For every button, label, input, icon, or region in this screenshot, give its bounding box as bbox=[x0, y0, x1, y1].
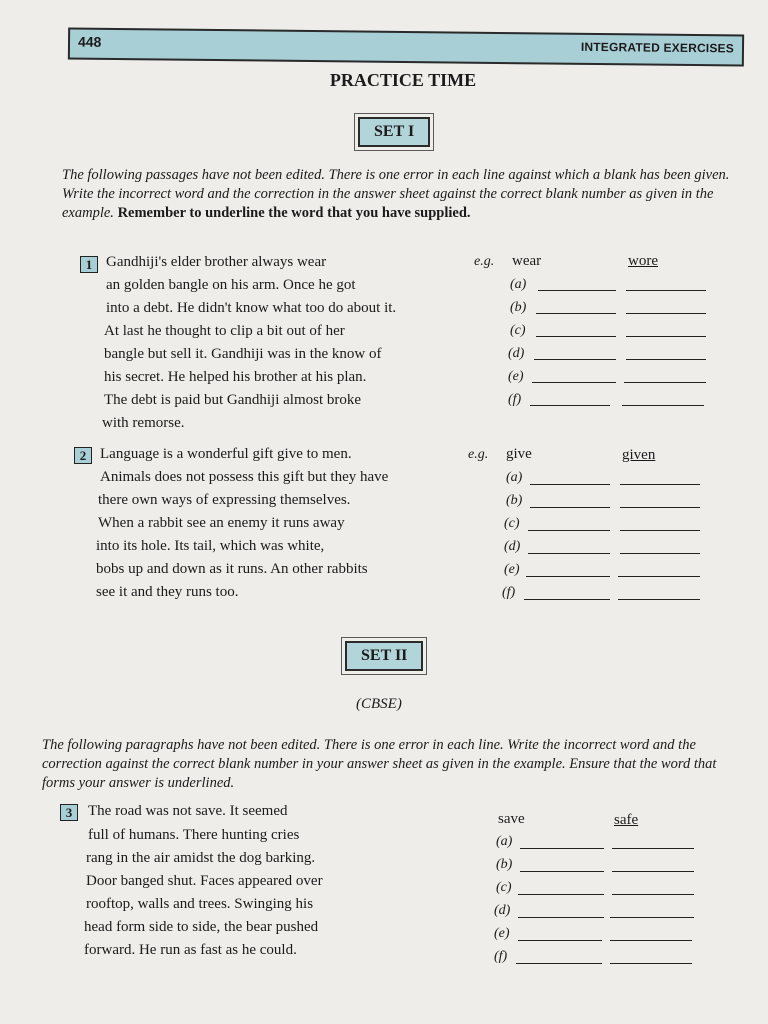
q3-line: rooftop, walls and trees. Swinging his bbox=[86, 896, 314, 912]
q3-blank-correct-a[interactable] bbox=[612, 848, 694, 849]
q3-line: Door banged shut. Faces appeared over bbox=[86, 873, 323, 889]
set-2-subtitle: (CBSE) bbox=[356, 696, 402, 712]
q1-blank-incorrect-c[interactable] bbox=[536, 336, 616, 337]
q2-blank-label-b: (b) bbox=[506, 493, 523, 508]
set-2-instructions: The following paragraphs have not been edited. There is one error in each line. Write the incorrect word and the correction against the correct blank number in your answer sheet as given in the example. Ensure that the word that forms your answer is underlined. bbox=[42, 737, 717, 791]
q1-line: At last he thought to clip a bit out of her bbox=[104, 323, 345, 339]
q1-blank-correct-a[interactable] bbox=[626, 290, 706, 291]
q2-blank-label-a: (a) bbox=[506, 470, 523, 485]
q2-blank-label-d: (d) bbox=[504, 539, 521, 554]
section-title: INTEGRATED EXERCISES bbox=[580, 39, 735, 56]
page-title: PRACTICE TIME bbox=[329, 70, 477, 90]
set-1-instruction-bold: Remember to underline the word that you have supplied. bbox=[117, 205, 471, 221]
q1-line: Gandhiji's elder brother always wear bbox=[106, 254, 327, 270]
q3-blank-label-c: (c) bbox=[496, 880, 512, 895]
q3-blank-incorrect-a[interactable] bbox=[520, 848, 604, 849]
q2-blank-label-e: (e) bbox=[504, 562, 520, 577]
q1-blank-incorrect-b[interactable] bbox=[536, 313, 616, 314]
q1-blank-correct-b[interactable] bbox=[626, 313, 706, 314]
q2-blank-correct-b[interactable] bbox=[620, 507, 700, 508]
set-2-label: SET II bbox=[345, 641, 423, 671]
q1-blank-correct-f[interactable] bbox=[622, 405, 704, 406]
q1-blank-incorrect-a[interactable] bbox=[538, 290, 616, 291]
q1-blank-correct-d[interactable] bbox=[626, 359, 706, 360]
q2-blank-correct-c[interactable] bbox=[620, 530, 700, 531]
q3-example-incorrect: save bbox=[498, 811, 525, 827]
q1-blank-correct-e[interactable] bbox=[624, 382, 706, 383]
q2-line: bobs up and down as it runs. An other rabbits bbox=[96, 561, 368, 577]
q1-blank-label-a: (a) bbox=[510, 277, 527, 292]
q1-blank-label-b: (b) bbox=[510, 300, 527, 315]
q2-line: When a rabbit see an enemy it runs away bbox=[98, 515, 345, 531]
q2-blank-correct-a[interactable] bbox=[620, 484, 700, 485]
q2-blank-incorrect-a[interactable] bbox=[530, 484, 610, 485]
q3-blank-correct-e[interactable] bbox=[610, 940, 692, 941]
q2-blank-label-f: (f) bbox=[502, 585, 516, 600]
q1-example-correct: wore bbox=[628, 253, 658, 269]
q3-blank-correct-f[interactable] bbox=[610, 963, 692, 964]
q2-blank-incorrect-c[interactable] bbox=[528, 530, 610, 531]
q2-blank-correct-d[interactable] bbox=[620, 553, 700, 554]
q3-example-correct: safe bbox=[614, 812, 639, 828]
q1-blank-label-d: (d) bbox=[508, 346, 525, 361]
q2-example-label: e.g. bbox=[468, 447, 489, 462]
q3-line: forward. He run as fast as he could. bbox=[84, 942, 297, 958]
q3-blank-label-e: (e) bbox=[494, 926, 510, 941]
q3-blank-label-f: (f) bbox=[494, 949, 508, 964]
q1-blank-incorrect-f[interactable] bbox=[530, 405, 610, 406]
q3-blank-incorrect-c[interactable] bbox=[518, 894, 604, 895]
q2-example-correct: given bbox=[622, 447, 656, 463]
q1-line: into a debt. He didn't know what too do about it. bbox=[106, 300, 397, 316]
q2-blank-correct-e[interactable] bbox=[618, 576, 700, 577]
question-1-number: 1 bbox=[80, 256, 98, 273]
q3-blank-correct-d[interactable] bbox=[610, 917, 694, 918]
page-header bbox=[68, 27, 744, 66]
q1-blank-label-f: (f) bbox=[508, 392, 522, 407]
q1-blank-correct-c[interactable] bbox=[626, 336, 706, 337]
q3-blank-incorrect-b[interactable] bbox=[520, 871, 604, 872]
q1-line: an golden bangle on his arm. Once he got bbox=[106, 277, 356, 293]
q2-example-incorrect: give bbox=[506, 446, 532, 462]
q2-blank-correct-f[interactable] bbox=[618, 599, 700, 600]
q1-example-label: e.g. bbox=[474, 254, 495, 269]
q1-line: his secret. He helped his brother at his plan. bbox=[104, 369, 367, 385]
q1-blank-incorrect-e[interactable] bbox=[532, 382, 616, 383]
q3-blank-incorrect-e[interactable] bbox=[518, 940, 602, 941]
set-1-instructions bbox=[62, 166, 746, 223]
page-number: 448 bbox=[77, 33, 102, 50]
q2-blank-incorrect-b[interactable] bbox=[530, 507, 610, 508]
q1-line: The debt is paid but Gandhiji almost broke bbox=[104, 392, 362, 408]
q1-blank-incorrect-d[interactable] bbox=[534, 359, 616, 360]
q3-blank-incorrect-d[interactable] bbox=[518, 917, 604, 918]
question-3-number: 3 bbox=[60, 804, 78, 821]
q2-blank-incorrect-e[interactable] bbox=[526, 576, 610, 577]
q3-blank-correct-c[interactable] bbox=[612, 894, 694, 895]
q3-blank-correct-b[interactable] bbox=[612, 871, 694, 872]
set-1-label: SET I bbox=[358, 117, 430, 147]
q3-blank-incorrect-f[interactable] bbox=[516, 963, 602, 964]
set-1-instruction-text: The following passages have not been edited. There is one error in each line against which a blank has been given. Write the incorrect word and the correction in the answer sheet against the correct blank number as given in the example. bbox=[62, 167, 730, 221]
q3-blank-label-d: (d) bbox=[494, 903, 511, 918]
q2-line: see it and they runs too. bbox=[96, 584, 239, 600]
q1-line: with remorse. bbox=[102, 415, 185, 431]
q2-blank-label-c: (c) bbox=[504, 516, 520, 531]
q3-line: The road was not save. It seemed bbox=[88, 803, 288, 819]
q1-blank-label-c: (c) bbox=[510, 323, 526, 338]
q2-line: Language is a wonderful gift give to men. bbox=[100, 446, 352, 462]
q1-line: bangle but sell it. Gandhiji was in the know of bbox=[104, 346, 382, 362]
q2-blank-incorrect-d[interactable] bbox=[528, 553, 610, 554]
question-2-number: 2 bbox=[74, 447, 92, 464]
q2-line: there own ways of expressing themselves. bbox=[98, 492, 351, 508]
q3-blank-label-a: (a) bbox=[496, 834, 513, 849]
q3-line: full of humans. There hunting cries bbox=[88, 827, 300, 843]
q2-line: Animals does not possess this gift but they have bbox=[100, 469, 389, 485]
q3-line: rang in the air amidst the dog barking. bbox=[86, 850, 316, 866]
q3-line: head form side to side, the bear pushed bbox=[84, 919, 319, 935]
q1-example-incorrect: wear bbox=[512, 253, 542, 269]
q2-blank-incorrect-f[interactable] bbox=[524, 599, 610, 600]
q1-blank-label-e: (e) bbox=[508, 369, 524, 384]
q2-line: into its hole. Its tail, which was white, bbox=[96, 538, 325, 554]
q3-blank-label-b: (b) bbox=[496, 857, 513, 872]
